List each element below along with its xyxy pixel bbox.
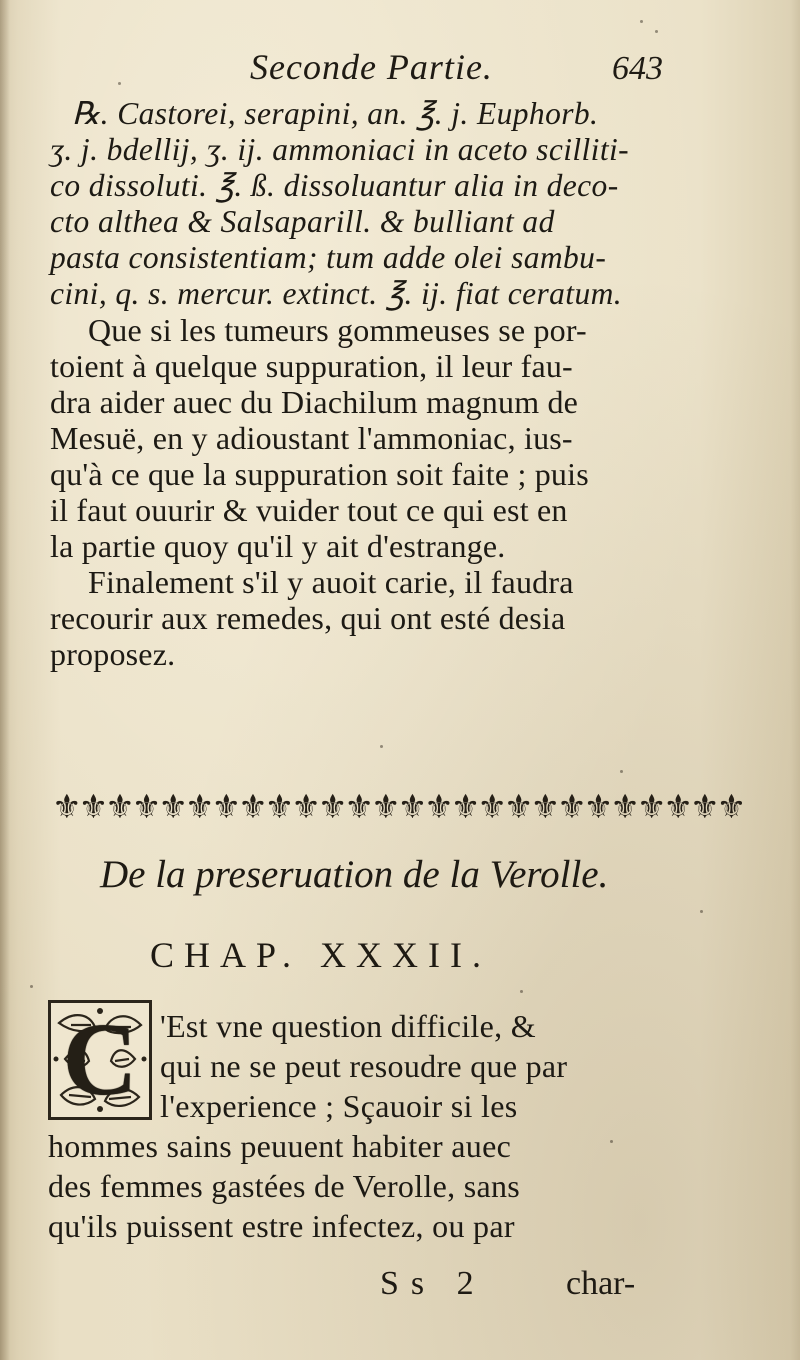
main-text <box>50 96 665 672</box>
prescription-line: cini, q. s. mercur. extinct. ℥. ij. fiat ceratum. <box>50 276 623 311</box>
paragraph-line: toient à quelque suppuration, il leur fau- <box>50 348 573 384</box>
page-number: 643 <box>612 50 663 87</box>
page-header <box>0 40 800 100</box>
running-title: Seconde Partie. <box>250 47 493 87</box>
paragraph-line: qu'à ce que la suppuration soit faite ; puis <box>50 456 589 492</box>
prescription-line: ʒ. j. bdellij, ʒ. ij. ammoniaci in aceto scilliti- <box>50 132 630 167</box>
paragraph-line: la partie quoy qu'il y ait d'estrange. <box>50 528 506 564</box>
paragraph-line: proposez. <box>50 636 176 672</box>
chapter-opening-text <box>48 1002 668 1246</box>
paragraph-line: il faut ouurir & vuider tout ce qui est en <box>50 492 568 528</box>
prescription-line: cto althea & Salsaparill. & bulliant ad <box>50 204 555 239</box>
chapter-heading <box>150 934 491 976</box>
chapter-label: CHAP. <box>150 935 302 975</box>
paragraph-line: recourir aux remedes, qui ont esté desia <box>50 600 566 636</box>
paragraph-carie <box>50 564 665 672</box>
chapter-line: 'Est vne question difficile, & <box>160 1008 536 1044</box>
prescription-block <box>50 96 665 312</box>
catchword: char- <box>566 1265 636 1302</box>
chapter-line: hommes sains peuuent habiter auec <box>48 1128 512 1164</box>
paragraph-line: Que si les tumeurs gommeuses se por- <box>88 312 587 348</box>
fleuron-ornament-band: ⚜⚜⚜⚜⚜⚜⚜⚜⚜⚜⚜⚜⚜⚜⚜⚜⚜⚜⚜⚜⚜⚜⚜⚜⚜⚜ <box>52 787 744 826</box>
chapter-number: XXXII. <box>320 935 492 975</box>
paragraph-line: Mesuë, en y adioustant l'ammoniac, ius- <box>50 420 573 456</box>
paragraph-suppuration <box>50 312 665 564</box>
chapter-line: qui ne se peut resoudre que par <box>160 1048 568 1084</box>
paragraph-line: dra aider auec du Diachilum magnum de <box>50 384 579 420</box>
chapter-line: l'experience ; Sçauoir si les <box>160 1088 518 1124</box>
prescription-line: pasta consistentiam; tum adde olei sambu- <box>50 240 607 275</box>
prescription-line: ℞. Castorei, serapini, an. ℥. j. Euphorb. <box>72 96 599 131</box>
gathering-signature: Ss 2 <box>380 1265 486 1302</box>
prescription-line: co dissoluti. ℥. ß. dissoluantur alia in deco- <box>50 168 619 203</box>
chapter-line: des femmes gastées de Verolle, sans <box>48 1168 520 1204</box>
drop-cap-letter: C <box>62 1002 138 1117</box>
paragraph-line: Finalement s'il y auoit carie, il faudra <box>88 564 574 600</box>
chapter-title: De la preseruation de la Verolle. <box>100 853 609 896</box>
chapter-line: qu'ils puissent estre infectez, ou par <box>48 1208 515 1244</box>
